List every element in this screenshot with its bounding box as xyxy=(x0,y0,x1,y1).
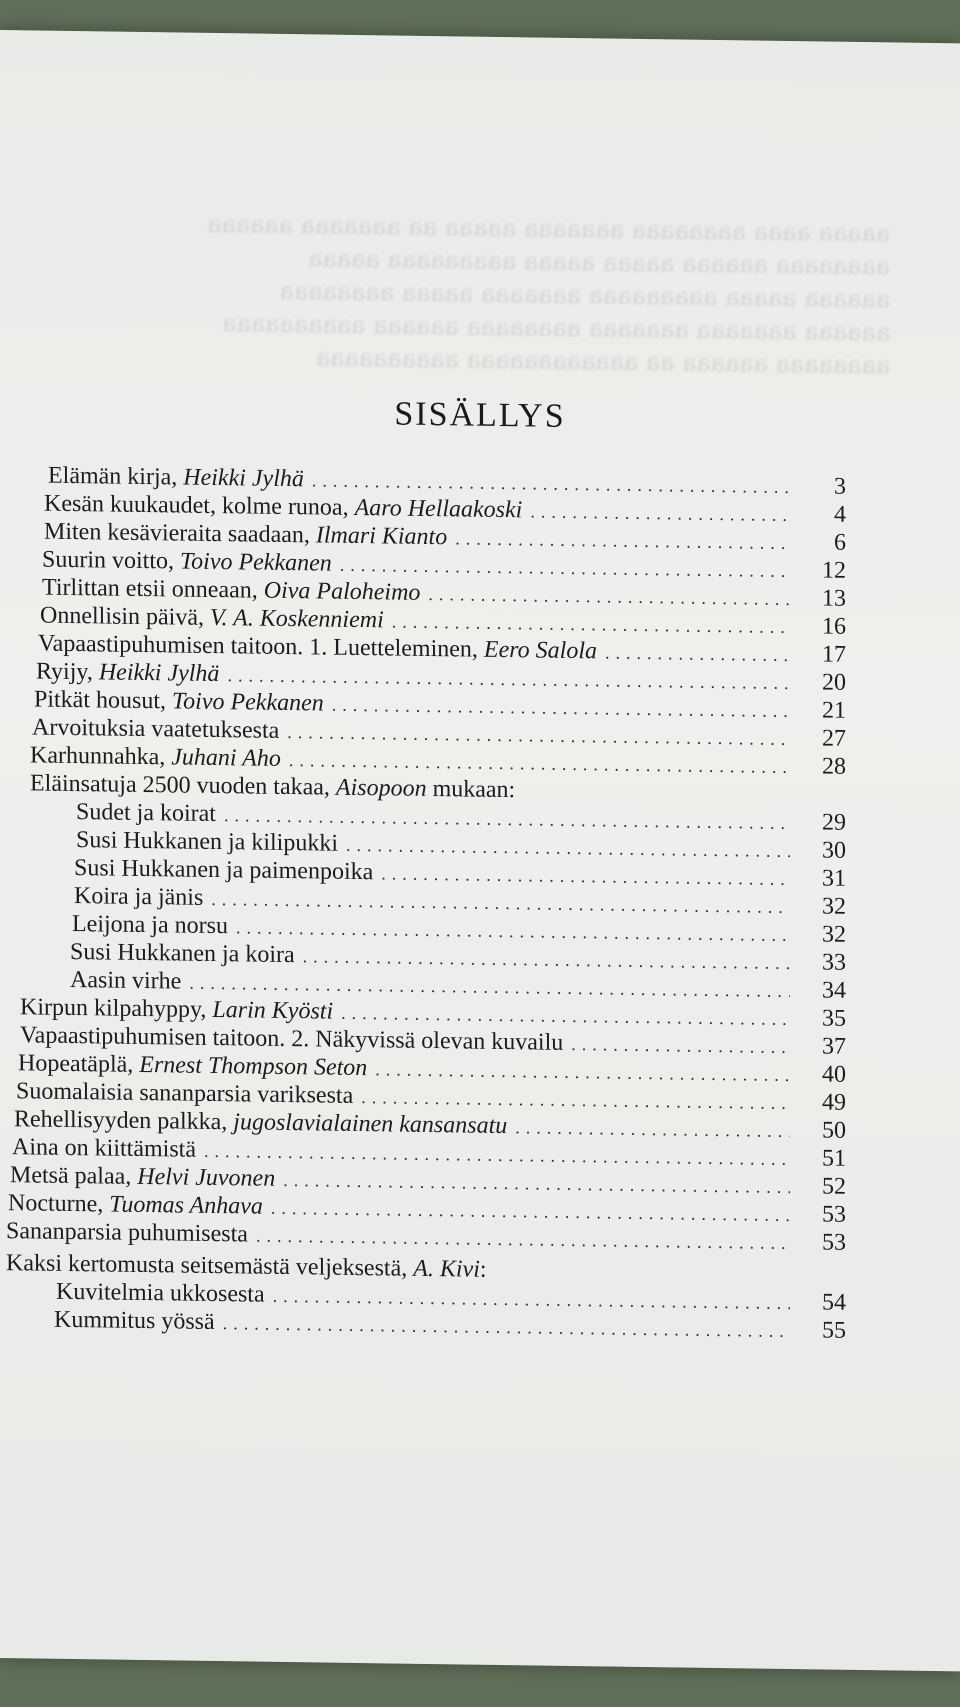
toc-entry-title: Suomalaisia sananparsia variksesta xyxy=(16,1078,354,1109)
toc-entry-page: 53 xyxy=(822,1229,846,1256)
toc-entry-title: Hopeatäplä, Ernest Thompson Seton xyxy=(18,1050,368,1082)
toc-entry-title: Arvoituksia vaatetuksesta xyxy=(32,714,280,744)
toc-entry-title: Kummitus yössä xyxy=(54,1306,215,1335)
dot-leader xyxy=(287,722,790,750)
dot-leader xyxy=(223,1313,790,1342)
toc-entry-page: 35 xyxy=(822,1005,846,1032)
dot-leader xyxy=(381,863,790,890)
toc-entry-title: Rehellisyyden palkka, jugoslavialainen kansansatu xyxy=(14,1106,508,1140)
book-page xyxy=(0,30,960,1671)
toc-entry-page: 16 xyxy=(822,613,846,640)
page-title: SISÄLLYS xyxy=(394,395,566,435)
toc-entry-page: 27 xyxy=(822,725,846,752)
toc-entry-page: 37 xyxy=(822,1033,846,1060)
bleed-through-text: aaaaa aaaa aaaaaaaa aaaaaaa aaaaa aa aaaaaaa aaaaaa aaaaaaaa aaaaaa aaaaa aaaaa aaaaaaaaa aaaaa aaaaaa aaaaa aaaaaaaaa aaaaaaa aaaaa aaaaaaaa aaaaaa aaaaaaa aaaaaaa aaaaaaaa aaaaaa aaaaaaaaaa aaaaaaaa aaaaaa aa aaaaaaaaaaaa aaaaaaaaaa xyxy=(207,209,890,380)
toc-entry-author: Ernest Thompson Seton xyxy=(139,1051,368,1082)
toc-entry-page: 13 xyxy=(822,585,846,612)
toc-entry-author: Oiva Paloheimo xyxy=(263,577,421,606)
dot-leader xyxy=(375,1059,790,1086)
toc-entry-title: Tirlittan etsii onneaan, Oiva Paloheimo xyxy=(42,574,421,606)
toc-entry-page: 4 xyxy=(834,501,846,528)
toc-entry-page: 54 xyxy=(822,1289,846,1316)
dot-leader xyxy=(530,501,790,526)
toc-entry-page: 6 xyxy=(834,529,846,556)
toc-entry-page: 21 xyxy=(822,697,846,724)
toc-entry-author: Toivo Pekkanen xyxy=(172,688,324,717)
toc-entry-title: Vapaastipuhumisen taitoon. 1. Luetteleminen, Eero Salola xyxy=(38,630,598,665)
toc-entry-author: Helvi Juvonen xyxy=(137,1163,276,1192)
toc-entry-title: Leijona ja norsu xyxy=(72,911,228,940)
toc-entry-title: Metsä palaa, Helvi Juvonen xyxy=(10,1162,276,1192)
toc-entry-title: Suurin voitto, Toivo Pekkanen xyxy=(42,546,332,577)
toc-entry-page: 28 xyxy=(822,753,846,780)
toc-entry-page: 20 xyxy=(822,669,846,696)
toc-entry-page: 53 xyxy=(822,1201,846,1228)
toc-entry-title: Elämän kirja, Heikki Jylhä xyxy=(48,462,304,493)
dot-leader xyxy=(289,750,790,778)
toc-entry-author: Heikki Jylhä xyxy=(183,464,304,493)
dot-leader xyxy=(428,584,790,610)
toc-entry-page: 29 xyxy=(822,809,846,836)
toc-entry-author: A. Kivi xyxy=(413,1255,480,1283)
toc-entry-author: Aaro Hellaakoski xyxy=(354,494,523,524)
dot-leader xyxy=(392,611,790,638)
toc-entry-title: Eläinsatuja 2500 vuoden takaa, Aisopoon mukaan: xyxy=(30,770,516,804)
toc-entry-page: 32 xyxy=(822,893,846,920)
toc-entry-title: Onnellisin päivä, V. A. Koskenniemi xyxy=(40,602,384,634)
toc-entry-title: Sananparsia puhumisesta xyxy=(6,1218,248,1248)
toc-entry-page: 30 xyxy=(822,837,846,864)
dot-leader xyxy=(271,1198,790,1226)
toc-entry-page: 3 xyxy=(834,473,846,500)
toc-entry-page: 12 xyxy=(822,557,846,584)
dot-leader xyxy=(346,835,790,862)
toc-entry-title: Aina on kiittämistä xyxy=(12,1134,196,1163)
toc-entry-author: Heikki Jylhä xyxy=(98,659,220,688)
dot-leader xyxy=(605,642,790,666)
dot-leader xyxy=(303,946,790,974)
toc-entry-title: Kuvitelmia ukkosesta xyxy=(56,1278,265,1308)
toc-entry-author: jugoslavialainen kansansatu xyxy=(233,1109,508,1140)
dot-leader xyxy=(515,1117,790,1142)
toc-entry-page: 52 xyxy=(822,1173,846,1200)
toc-entry-title: Kaksi kertomusta seitsemästä veljeksestä, A. Kivi: xyxy=(6,1250,487,1283)
dot-leader xyxy=(571,1034,790,1058)
dot-leader xyxy=(341,1003,790,1030)
toc-entry-page: 50 xyxy=(822,1117,846,1144)
toc-entry-title: Aasin virhe xyxy=(70,966,182,995)
toc-entry-page: 32 xyxy=(822,921,846,948)
toc-entry-title: Nocturne, Tuomas Anhava xyxy=(8,1190,263,1220)
toc-entry-title: Koira ja jänis xyxy=(74,883,204,911)
toc-entry-title: Karhunnahka, Juhani Aho xyxy=(30,742,281,772)
dot-leader xyxy=(340,555,790,582)
toc-entry-author: Ilmari Kianto xyxy=(315,522,448,551)
toc-entry-page: 49 xyxy=(822,1089,846,1116)
table-of-contents xyxy=(0,462,960,1344)
toc-entry-page: 34 xyxy=(822,977,846,1004)
toc-entry-author: Juhani Aho xyxy=(171,744,281,772)
toc-entry-title: Miten kesävieraita saadaan, Ilmari Kianto xyxy=(44,518,448,551)
toc-entry-title: Ryijy, Heikki Jylhä xyxy=(36,658,220,688)
toc-entry-title: Susi Hukkanen ja paimenpoika xyxy=(74,855,374,886)
toc-entry-title: Sudet ja koirat xyxy=(76,799,216,828)
toc-entry-page: 31 xyxy=(822,865,846,892)
dot-leader xyxy=(256,1226,790,1254)
toc-entry-author: Larin Kyösti xyxy=(212,996,334,1025)
toc-entry-title: Vapaastipuhumisen taitoon. 2. Näkyvissä olevan kuvailu xyxy=(20,1022,564,1056)
dot-leader xyxy=(273,1286,790,1314)
toc-entry-page: 40 xyxy=(822,1061,846,1088)
dot-leader xyxy=(312,470,790,498)
toc-entry-page: 51 xyxy=(822,1145,846,1172)
toc-entry-author: Eero Salola xyxy=(483,636,598,665)
toc-entry-title: Kesän kuukaudet, kolme runoa, Aaro Hellaakoski xyxy=(44,490,523,524)
dot-leader xyxy=(332,695,790,722)
toc-entry-page: 17 xyxy=(822,641,846,668)
toc-entry-title: Susi Hukkanen ja koira xyxy=(70,938,295,969)
dot-leader xyxy=(283,1170,790,1198)
toc-entry-page: 55 xyxy=(822,1317,846,1344)
toc-entry-title: Kirpun kilpahyppy, Larin Kyösti xyxy=(20,994,334,1025)
toc-entry-author: V. A. Koskenniemi xyxy=(209,604,384,634)
toc-entry-author: Toivo Pekkanen xyxy=(180,548,332,577)
toc-entry-page: 33 xyxy=(822,949,846,976)
toc-entry-title: Pitkät housut, Toivo Pekkanen xyxy=(34,686,324,717)
dot-leader xyxy=(361,1087,790,1114)
dot-leader xyxy=(455,528,790,554)
toc-entry-title: Susi Hukkanen ja kilipukki xyxy=(76,827,338,857)
toc-entry-author: Aisopoon xyxy=(335,774,427,802)
toc-entry-author: Tuomas Anhava xyxy=(109,1191,263,1220)
